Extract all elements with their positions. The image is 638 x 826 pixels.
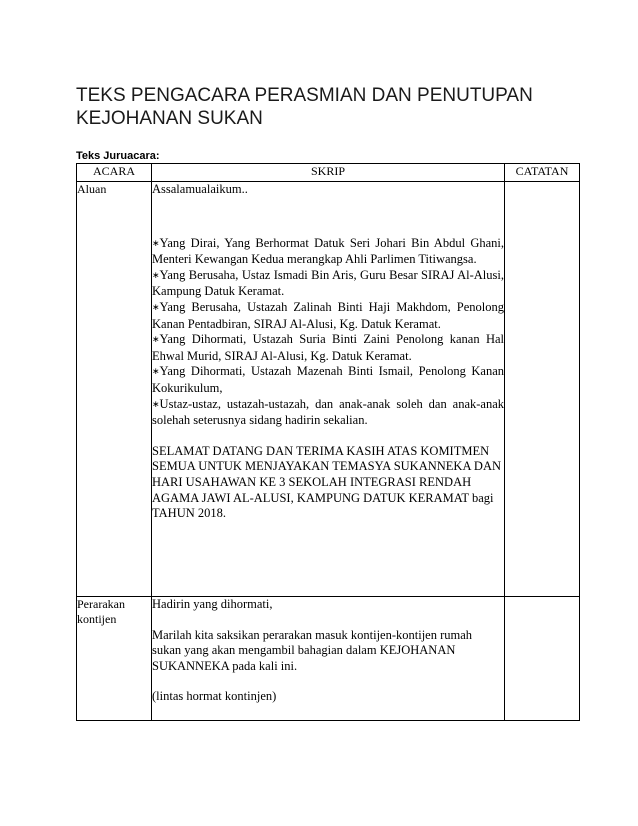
bullet: ∗ — [152, 334, 160, 345]
script-table — [76, 163, 580, 721]
header-skrip: SKRIP — [152, 164, 505, 182]
title-line-2: KEJOHANAN SUKAN — [76, 108, 263, 129]
bullet: ∗ — [152, 301, 160, 312]
subheading: Teks Juruacara: — [76, 150, 160, 162]
welcome-text: SELAMAT DATANG DAN TERIMA KASIH ATAS KOMITMEN SEMUA UNTUK MENJAYAKAN TEMASYA SUKANNEKA DAN HARI USAHAWAN KE 3 SEKOLAH INTEGRASI RENDAH AGAMA JAWI AL-ALUSI, KAMPUNG DATUK KERAMAT bagi TAHUN 2018. — [152, 443, 501, 521]
header-acara: ACARA — [77, 164, 152, 182]
header-catatan: CATATAN — [505, 164, 580, 182]
bullet: ∗ — [152, 398, 160, 409]
honorific-item: ∗Yang Dihormati, Ustazah Mazenah Binti Ismail, Penolong Kanan Kokurikulum, — [152, 364, 504, 395]
catatan-cell — [505, 182, 580, 597]
acara-cell: Perarakan kontijen — [77, 597, 152, 721]
header-row — [77, 164, 580, 182]
bullet: ∗ — [152, 269, 160, 280]
honorific-item: ∗Yang Berusaha, Ustaz Ismadi Bin Aris, Guru Besar SIRAJ Al-Alusi, Kampung Datuk Keramat. — [152, 267, 504, 299]
script-line: Hadirin yang dihormati, — [152, 597, 273, 611]
table-row — [77, 182, 580, 597]
catatan-cell — [505, 597, 580, 721]
skrip-cell — [152, 597, 505, 721]
bullet: ∗ — [152, 237, 160, 248]
document-title — [76, 84, 596, 130]
bullet: ∗ — [152, 366, 160, 377]
greeting: Assalamualaikum.. — [152, 182, 248, 196]
skrip-cell — [152, 182, 505, 597]
table-row — [77, 597, 580, 721]
honorific-item: ∗Yang Dirai, Yang Berhormat Datuk Seri Johari Bin Abdul Ghani, Menteri Kewangan Kedua merangkap Ahli Parlimen Titiwangsa. — [152, 235, 504, 267]
script-line: (lintas hormat kontinjen) — [152, 689, 277, 704]
honorific-item: ∗Ustaz-ustaz, ustazah-ustazah, dan anak-anak soleh dan anak-anak solehah seterusnya sidang hadirin sekalian. — [152, 396, 504, 428]
script-line: Marilah kita saksikan perarakan masuk kontijen-kontijen rumah sukan yang akan mengambil bahagian dalam KEJOHANAN SUKANNEKA pada kali ini. — [152, 627, 473, 673]
acara-cell: Aluan — [77, 182, 152, 597]
title-line-1: TEKS PENGACARA PERASMIAN DAN PENUTUPAN — [76, 85, 533, 106]
honorific-item: ∗Yang Dihormati, Ustazah Suria Binti Zaini Penolong kanan Hal Ehwal Murid, SIRAJ Al-Alusi, Kg. Datuk Keramat. — [152, 332, 504, 363]
honorific-item: ∗Yang Berusaha, Ustazah Zalinah Binti Haji Makhdom, Penolong Kanan Pentadbiran, SIRAJ Al-Alusi, Kg. Datuk Keramat. — [152, 299, 504, 331]
